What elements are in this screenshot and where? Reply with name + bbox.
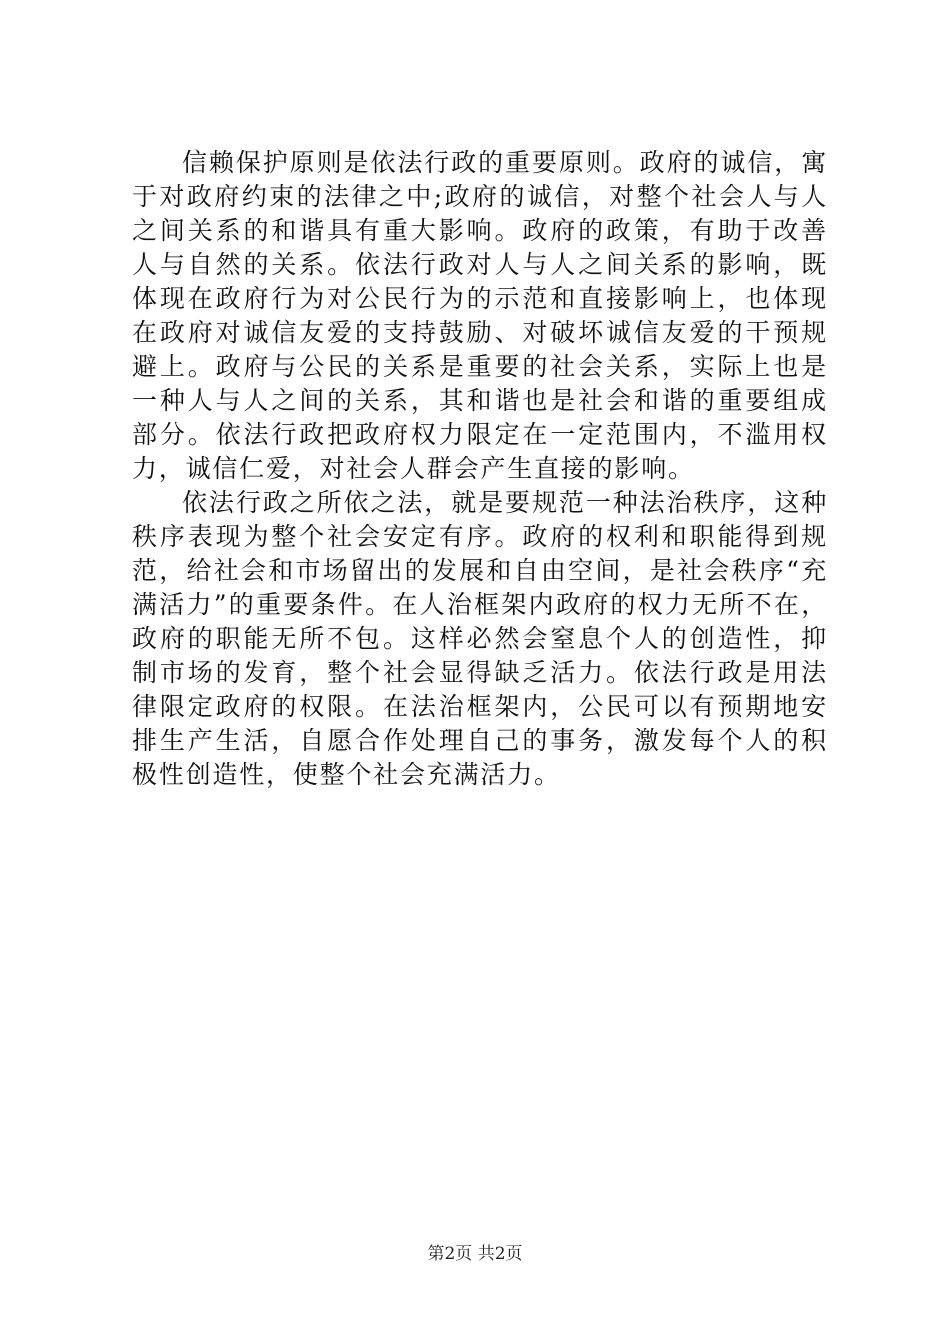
- document-body: [132, 146, 828, 792]
- paragraph-1: 信赖保护原则是依法行政的重要原则。政府的诚信，寓于对政府约束的法律之中;政府的诚信，对整个社会人与人之间关系的和谐具有重大影响。政府的政策，有助于改善人与自然的关系。依法行政对人与人之间关系的影响，既体现在政府行为对公民行为的示范和直接影响上，也体现在政府对诚信友爱的支持鼓励、对破坏诚信友爱的干预规避上。政府与公民的关系是重要的社会关系，实际上也是一种人与人之间的关系，其和谐也是社会和谐的重要组成部分。依法行政把政府权力限定在一定范围内，不滥用权力，诚信仁爱，对社会人群会产生直接的影响。: [132, 148, 828, 483]
- paragraph-2: 依法行政之所依之法，就是要规范一种法治秩序，这种秩序表现为整个社会安定有序。政府的权利和职能得到规范，给社会和市场留出的发展和自由空间，是社会秩序“充满活力”的重要条件。在人治框架内政府的权力无所不在，政府的职能无所不包。这样必然会窒息个人的创造性，抑制市场的发育，整个社会显得缺乏活力。依法行政是用法律限定政府的权限。在法治框架内，公民可以有预期地安排生产生活，自愿合作处理自己的事务，激发每个人的积极性创造性，使整个社会充满活力。: [132, 488, 828, 789]
- page-number-footer: 第2页 共2页: [427, 1244, 523, 1264]
